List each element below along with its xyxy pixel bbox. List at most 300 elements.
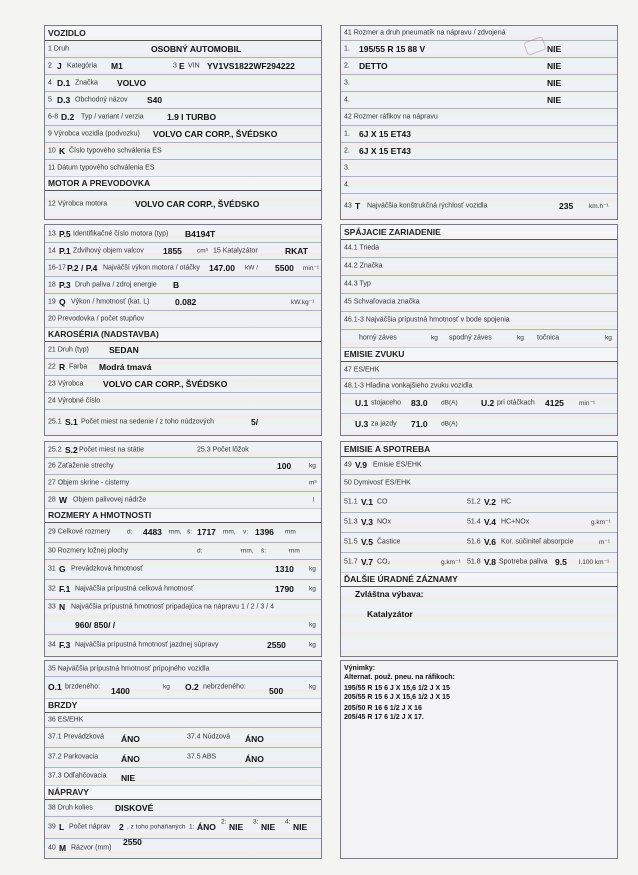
field-row [341,57,617,75]
section-header [45,26,321,41]
field-unit: kg [309,565,316,573]
emisie-panel [340,441,618,657]
field-value: ÁNO [245,754,264,764]
field-row [45,159,321,177]
section-title: BRZDY [48,700,78,710]
field-label: 37.2 Parkovacia [48,753,99,761]
field-row [45,727,321,748]
field-row [45,457,321,475]
field-label: d: [197,547,203,554]
row-number: 3. [344,164,350,171]
field-label: 16-17 [48,264,66,271]
field-row [45,142,321,160]
field-code: E [179,60,185,71]
field-row [45,838,321,857]
field-unit: kg [309,641,316,648]
field-label: Značka [75,79,98,86]
field-value: 1855 [163,245,182,256]
field-label: CO [377,498,388,506]
pneumatiky-panel [340,25,618,220]
field-label: 25.3 Počet lôžok [197,446,249,453]
field-unit: min⁻¹ [303,264,320,272]
field-unit: min⁻¹ [579,400,596,407]
field-label: v: [243,528,249,536]
field-value: 2 [119,822,124,832]
field-label: 28 [48,496,56,503]
field-label: Najväčšia prípustná hmotnosť jazdnej súpravy [75,641,219,648]
field-label: Najväčšia prípustná hmotnosť pripadajúca na nápravu 1 / 2 / 3 / 4 [71,603,275,611]
field-code: T [355,200,361,211]
field-label: 34 [48,641,56,648]
exceptions-line: 205/55 R 15 6 J X 15,6 1/2 J X 15 [344,694,450,701]
field-row [45,542,321,560]
field-label: 20 Prevodovka / počet stupňov [48,315,145,322]
field-label: CO₂ [377,558,391,566]
field-unit: kg [309,683,316,691]
field-code: K [59,145,66,156]
field-label: VIN [188,62,200,69]
field-value: 1310 [275,564,294,574]
section-title: NÁPRAVY [48,787,89,797]
field-label: 43 [344,202,352,209]
field-row [45,392,321,410]
section-header [341,225,617,240]
field-row [45,712,321,728]
field-row [45,341,321,359]
field-row [45,310,321,328]
exceptions-line: 205/50 R 16 6 1/2 J X 16 [344,705,422,712]
field-row [45,293,321,311]
field-row [45,767,321,786]
field-value: M1 [111,60,123,71]
field-value: 2550 [267,639,286,650]
field-label: 4 [48,79,52,86]
field-label: 32 [48,585,56,593]
field-label: 51.8 [467,558,481,566]
field-row [45,125,321,143]
field-label: 30 Rozmery ložnej plochy [48,547,129,554]
field-row [45,579,321,600]
field-row [45,242,321,260]
field-label: Výkon / hmotnosť (kat. L) [71,298,150,305]
field-row [45,474,321,492]
row-number: 2. [344,147,350,154]
section-header [45,508,321,523]
field-label: 18 [48,281,56,288]
field-label: stojaceho [371,399,401,407]
field-label: š: [261,547,267,554]
exceptions-line: Alternat. použ. pneu. na ráfikoch: [344,674,455,681]
section-header [45,327,321,342]
field-row [45,522,321,543]
field-label: 51.1 [344,498,358,506]
vynimky-panel [340,660,618,859]
field-row [45,599,321,635]
rim-size: 6J X 15 ET43 [359,145,411,156]
field-row [341,532,617,553]
field-value: VOLVO CAR CORP., ŠVÉDSKO [135,199,260,209]
field-row [45,358,321,376]
field-unit: mm, [241,547,254,554]
tire-size: DETTO [359,60,388,71]
row-number: 4. [344,96,350,103]
field-label: 5 [48,96,52,103]
field-label: Častice [377,538,401,546]
field-label: 46.1-3 Najväčšia prípustná hmotnosť v bode spojenia [344,316,510,324]
field-value: 100 [277,460,292,471]
field-code: N [59,602,66,612]
field-code: V.4 [484,517,496,527]
field-code: L [59,822,65,832]
field-label: 37.3 Odľahčovacia [48,772,107,780]
field-code: P.5 [59,228,71,239]
section-title: VOZIDLO [48,28,86,38]
field-row [341,474,617,493]
field-label: d: [127,528,133,536]
field-value: S40 [147,94,163,105]
field-label: Kor. súčiniteľ absorpcie [501,538,574,546]
field-value: 4125 [545,398,564,408]
field-unit: kg [309,621,316,629]
field-code: R [59,361,66,372]
field-label: 51.4 [467,518,481,526]
field-row [45,747,321,768]
field-unit: g.km⁻¹ [591,519,611,526]
height-value: 1396 [255,527,274,537]
field-code: J [57,60,62,71]
field-value: DISKOVÉ [115,802,154,813]
field-value: 147.00 [209,262,235,273]
section-header [45,176,321,191]
field-label: 44.2 Značka [344,262,383,270]
field-label: 11 Dátum typového schválenia ES [48,164,155,171]
field-label: 38 Druh kolies [48,804,93,811]
field-label: Identifikačné číslo motora (typ) [73,230,169,237]
field-row [45,190,321,218]
field-code: G [59,564,66,574]
official-records [341,586,617,655]
field-row [341,329,617,348]
field-value: 1790 [275,584,294,594]
field-label: 49 [344,461,352,469]
field-row [45,40,321,58]
field-unit: kW / [245,264,258,271]
field-unit: kg [605,334,612,342]
field-label: 51.2 [467,498,481,506]
field-label: 31 [48,565,56,573]
field-label: 41 Rozmer a druh pneumatík na nápravu / zdvojená [344,29,506,37]
field-label: nebrzdeného: [203,683,246,691]
field-label: 37.4 Núdzová [187,733,231,741]
field-label: Zdvihový objem valcov [73,247,144,254]
field-unit: kg [309,462,316,469]
field-label: pri otáčkach [497,399,535,407]
field-row [45,634,321,655]
field-value: NIE [121,773,136,783]
field-unit: mm, [223,528,236,536]
field-unit: kg [163,683,170,691]
field-label: Spotreba paliva [499,558,548,566]
field-label: 26 Zaťaženie strechy [48,462,114,469]
field-unit: kW.kg⁻¹ [291,298,315,306]
field-value: 2550 [123,837,142,847]
field-value: ÁNO [121,734,140,744]
field-label: 14 [48,247,56,254]
field-label: 48.1-3 Hladina vonkajšieho zvuku vozidla [344,382,473,389]
field-label: 19 [48,298,56,305]
field-value: 5/ [251,416,259,427]
field-code: M [59,842,67,853]
field-value: VOLVO [117,77,147,88]
field-label: Farba [69,363,88,370]
field-code: O.2 [185,682,199,692]
field-row [45,91,321,109]
field-row [341,393,617,414]
field-row [45,559,321,580]
tire-size: 195/55 R 15 88 V [359,43,426,54]
field-code: V.7 [361,557,373,567]
field-label: 6-8 [48,113,59,120]
field-row [45,74,321,92]
axle-value: NIE [229,822,244,832]
field-label: 51.6 [467,538,481,546]
section-header [341,572,617,587]
field-label: 25.2 [48,446,62,453]
field-label: 12 Výrobca motora [48,200,108,208]
axle-value: NIE [293,822,308,832]
field-label: 27 Objem skrine - cisterny [48,479,130,486]
field-label: Rázvor (mm) [71,844,112,851]
field-label: 13 [48,230,56,237]
field-row [45,661,321,677]
dual-tire-value: NIE [547,94,562,105]
field-label: 36 ES/EHK [48,716,84,723]
field-value: 9.5 [555,557,567,567]
field-value: B4194T [185,228,216,239]
section-header [45,785,321,800]
field-label: Druh paliva / zdroj energie [75,281,157,288]
field-code: D.3 [57,94,71,105]
section-title: SPÁJACIE ZARIADENIE [344,227,441,237]
field-unit: m⁻¹ [599,539,611,546]
field-unit: g.km⁻¹ [441,559,461,566]
field-row [341,159,617,177]
field-label: 2 [48,62,52,69]
field-label: Počet miest na státie [79,446,144,453]
field-value: 500 [269,686,284,696]
vozidlo-panel [44,25,322,220]
field-value: B [173,279,180,290]
section-header [341,347,617,362]
field-label: 37.1 Prevádzková [48,733,105,741]
field-label: Objem palivovej nádrže [73,496,147,503]
exceptions-line: 195/55 R 15 6 J X 15,6 1/2 J X 15 [344,685,450,692]
field-label: spodný záves [449,334,492,342]
field-label: 50 Dymivosť ES/EHK [344,479,411,487]
length-value: 4483 [143,527,162,537]
field-row [341,108,617,126]
field-value: 1.9 I TURBO [167,111,217,122]
section-header [45,698,321,713]
field-code: V.9 [355,460,367,470]
field-value: Modrá tmavá [99,361,152,372]
field-row [341,257,617,276]
field-code: D.2 [61,111,75,122]
field-label: Obchodný názov [75,96,128,103]
field-unit: mm, [169,528,182,536]
field-code: S.1 [65,416,78,427]
field-label: NOx [377,518,391,526]
field-label: 51.7 [344,558,358,566]
field-label: Počet miest na sedenie / z toho núdzových [81,418,215,425]
row-number: 4. [344,181,350,188]
field-value: OSOBNÝ AUTOMOBIL [151,43,242,54]
field-value: VOLVO CAR CORP., ŠVÉDSKO [153,128,278,139]
field-label: Najväčšia prípustná celková hmotnosť [75,585,194,593]
field-unit: m³ [309,479,317,486]
record-line: Zvláštna výbava: [355,589,424,599]
field-row [341,40,617,58]
field-label: 24 Výrobné číslo [48,397,101,404]
exceptions-title: Výnimky: [344,665,376,672]
rozmery-panel [44,441,322,657]
field-label: 37.5 ABS [187,753,217,761]
field-code: U.3 [355,418,369,429]
field-label: Typ / variant / verzia [81,113,144,120]
section-title: ĎALŠIE ÚRADNÉ ZÁZNAMY [344,574,458,584]
field-label: š: [187,528,193,536]
field-value: 71.0 [411,418,428,429]
section-title: KAROSÉRIA (NADSTAVBA) [48,329,159,339]
field-label: 9 Výrobca vozidla (podvozku) [48,130,140,137]
field-label: 21 Druh (typ) [48,346,89,353]
field-unit: kg [431,334,438,342]
field-label: HC [501,498,512,506]
dual-tire-value: NIE [547,77,562,88]
field-row [341,91,617,109]
section-title: EMISIE A SPOTREBA [344,444,431,454]
field-unit: dB(A) [441,420,458,427]
field-code: V.3 [361,517,373,527]
field-label: Najväčšia konštrukčná rýchlosť vozidla [367,202,488,209]
field-code: P.2 / P.4 [67,262,98,273]
row-number: 3. [344,79,350,86]
axle-label: 1: [189,823,195,831]
field-code: F.1 [59,584,71,594]
field-row [45,676,321,699]
field-code: U.2 [481,398,495,408]
field-code: S.2 [65,444,78,455]
field-code: D.1 [57,77,71,88]
section-title: MOTOR A PREVODOVKA [48,178,151,188]
field-code: V.5 [361,537,373,547]
field-code: P.3 [59,279,71,290]
field-row [45,442,321,458]
field-label: 44.3 Typ [344,280,371,288]
field-label: brzdeného: [65,683,101,691]
field-unit: km.h⁻¹ [589,202,609,210]
field-label: za jazdy [371,420,397,427]
field-row [341,239,617,258]
field-label: 39 [48,823,56,831]
field-row [341,293,617,312]
rim-size: 6J X 15 ET43 [359,128,411,139]
field-unit: cm³ [197,247,208,254]
field-row [341,74,617,92]
field-row [341,378,617,394]
field-value: 5500 [275,262,294,273]
field-value: 235 [559,200,574,211]
row-number: 1. [344,45,350,52]
field-label: Emisie ES/EHK [373,461,422,469]
field-label: Počet náprav [69,823,111,831]
field-label: Číslo typového schválenia ES [69,147,162,154]
field-label: 3 [173,62,177,69]
spajacie-panel [340,224,618,436]
field-unit: dB(A) [441,399,458,407]
dual-tire-value: NIE [547,43,562,54]
field-code: V.8 [484,557,496,567]
field-value: RKAT [285,245,308,256]
field-label: horný záves [359,334,397,342]
section-header [341,442,617,457]
field-label: 44.1 Trieda [344,244,380,252]
field-row [341,275,617,294]
field-code: W [59,494,68,505]
field-row [45,816,321,839]
field-row [45,375,321,393]
exceptions-block [344,664,455,722]
field-label: 45 Schvaľovacia značka [344,298,420,306]
field-row [341,142,617,160]
brzdy-panel [44,660,322,859]
field-row [341,193,617,218]
field-row [341,413,617,434]
field-row [341,125,617,143]
field-label: točnica [537,334,560,342]
field-value: SEDAN [109,344,139,355]
field-label: 25.1 [48,418,62,425]
axle-value: NIE [261,822,276,832]
field-label: 22 [48,363,56,370]
field-code: V.6 [484,537,496,547]
field-label: Najväčší výkon motora / otáčky [103,264,200,271]
field-row [341,176,617,194]
field-label: 10 [48,147,56,154]
axle-label: 4: [285,818,291,826]
field-row [341,311,617,330]
field-row [341,552,617,573]
field-row [45,491,321,509]
field-row [45,259,321,277]
field-unit: kg [309,585,316,593]
axle-label: 2: [221,818,227,826]
field-code: Q [59,296,66,307]
row-number: 2. [344,62,350,69]
field-row [341,26,617,41]
field-row [341,512,617,533]
field-unit: l [313,496,315,503]
section-title: ROZMERY A HMOTNOSTI [48,510,152,520]
field-label: 33 [48,603,56,611]
field-label: 23 Výrobca [48,380,84,387]
field-row [45,225,321,243]
axle-load-values: 960/ 850/ / [75,620,116,630]
field-label: 42 Rozmer ráfikov na nápravu [344,113,438,120]
field-label: Kategória [67,62,97,69]
field-label: 29 Celkové rozmery [48,528,111,536]
field-row [45,276,321,294]
